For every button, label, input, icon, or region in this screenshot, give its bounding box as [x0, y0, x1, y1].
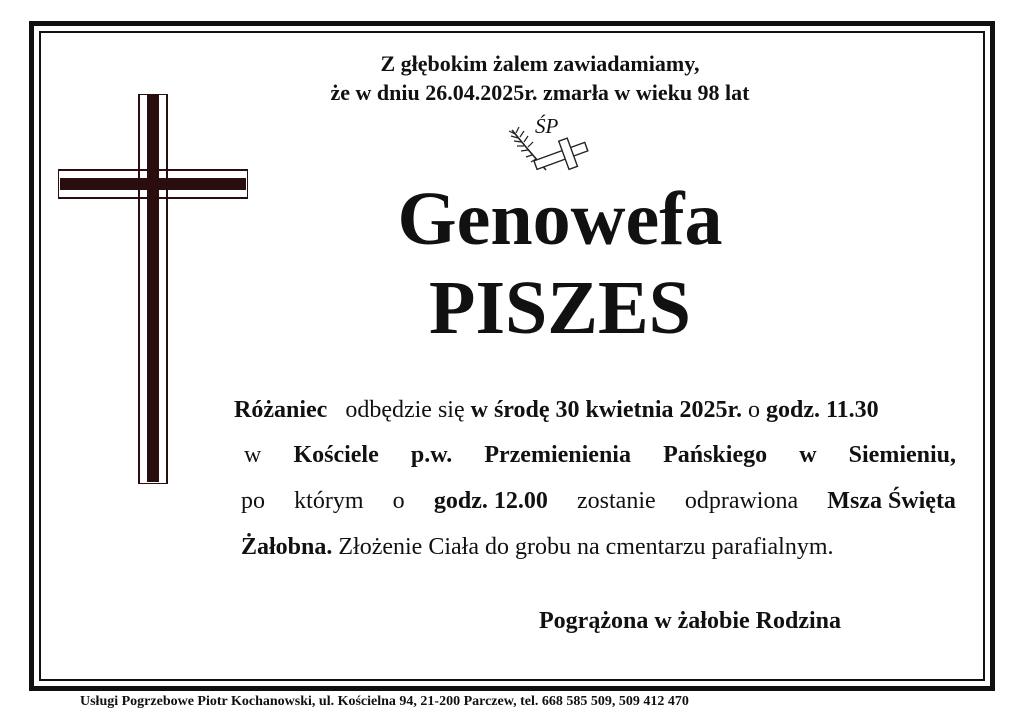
funeral-info-line-4: [241, 532, 963, 562]
word-w: w: [799, 442, 817, 468]
church-word: Kościele: [293, 442, 379, 468]
funeral-info-line-2: [244, 440, 956, 470]
announcement-line-2: że w dniu 26.04.2025r. zmarła w wieku 98 lat: [330, 80, 750, 105]
church-panskiego: Pańskiego: [663, 442, 768, 468]
word-ktorym: którym: [294, 488, 364, 514]
mass-label: Msza Święta: [827, 488, 956, 514]
burial-info: Złożenie Ciała do grobu na cmentarzu parafialnym.: [338, 534, 834, 560]
word-odprawiona: odprawiona: [684, 488, 799, 514]
family-signature: Pogrążona w żałobie Rodzina: [539, 608, 841, 634]
deceased-first-name: Genowefa: [397, 177, 723, 261]
sp-abbreviation: ŚP: [535, 114, 559, 138]
will-take-place: odbędzie się: [345, 397, 465, 423]
church-location: Siemieniu,: [848, 442, 956, 468]
word-o: o: [392, 488, 405, 514]
word-zostanie: zostanie: [577, 488, 656, 514]
mass-time: godz. 12.00: [433, 488, 548, 514]
church-pw: p.w.: [410, 442, 453, 468]
at-word: o: [747, 397, 760, 423]
mass-label-end: Żałobna.: [241, 534, 333, 560]
deceased-last-name: PISZES: [429, 266, 691, 350]
rosary-label: Różaniec: [234, 397, 328, 423]
cross-icon: [58, 94, 248, 484]
word-po: po: [241, 488, 265, 514]
announcement-line-1: Z głębokim żalem zawiadamiamy,: [380, 51, 700, 76]
funeral-home-footer: Usługi Pogrzebowe Piotr Kochanowski, ul. Kościelna 94, 21-200 Parczew, tel. 668 585 509, 509 412 470: [80, 694, 689, 709]
rosary-time: godz. 11.30: [765, 397, 879, 423]
rosary-date: w środę 30 kwietnia 2025r.: [470, 397, 742, 423]
funeral-info-line-1: [234, 395, 956, 425]
church-przemienienia: Przemienienia: [484, 442, 631, 468]
word-in: w: [244, 442, 262, 468]
funeral-info-line-3: [241, 486, 956, 516]
